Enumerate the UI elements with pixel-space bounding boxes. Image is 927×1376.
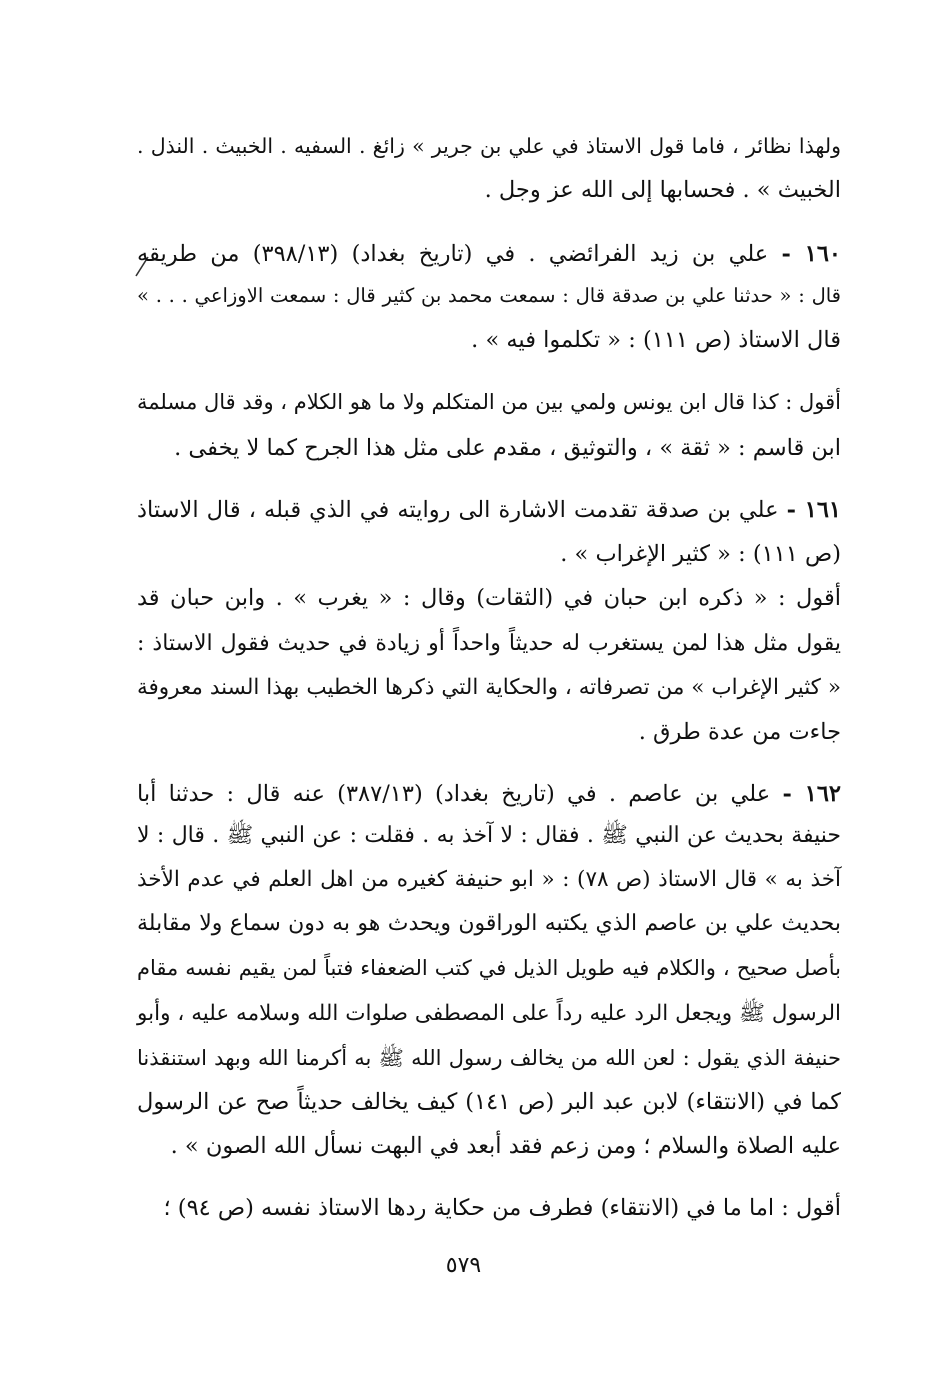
- text-line: الخبيث » . فحسابها إلى الله عز وجل .: [484, 177, 841, 203]
- entry-heading-text: علي بن صدقة تقدمت الاشارة الى روايته في الذي قبله ، قال الاستاذ: [137, 497, 779, 523]
- text-line: حنيفة بحديث عن النبي ﷺ . فقال : لا آخذ به . فقلت : عن النبي ﷺ . قال : لا: [137, 823, 841, 848]
- entry-heading-line: [137, 234, 841, 274]
- text-line: أقول : كذا قال ابن يونس ولمي بين من المتكلم ولا ما هو الكلام ، وقد قال مسلمة: [137, 390, 841, 414]
- entry-number: ١٦٠ -: [781, 241, 842, 267]
- text-line: أقول : اما ما في (الانتقاء) فطرف من حكاية ردها الاستاذ نفسه (ص ٩٤) ؛: [163, 1195, 841, 1221]
- entry-number: ١٦٢ -: [782, 781, 842, 807]
- text-line: ابن قاسم : « ثقة » ، والتوثيق ، مقدم على مثل هذا الجرح كما لا يخفى .: [174, 435, 841, 461]
- text-line: قال الاستاذ (ص ١١١) : « تكلموا فيه » .: [471, 327, 841, 353]
- entry-heading-line: [137, 774, 841, 814]
- text-line: الرسول ﷺ ويجعل الرد عليه رداً على المصطفى صلوات الله وسلامه عليه ، وأبو: [137, 1001, 841, 1026]
- text-line: حنيفة الذي يقول : لعن الله من يخالف رسول الله ﷺ به أكرمنا الله وبهد استنقذنا: [137, 1046, 841, 1070]
- entry-heading-text: علي بن زيد الفرائضي . في (تاريخ بغداد) (٣٩٨/١٣) من طريقه: [137, 241, 769, 267]
- text-line: جاءت من عدة طرق .: [638, 719, 841, 745]
- text-line: بأصل صحيح ، والكلام فيه طويل الذيل في كتب الضعفاء فتباً لمن يقيم نفسه مقام: [137, 956, 841, 980]
- text-line: كما في (الانتقاء) لابن عبد البر (ص ١٤١) كيف يخالف حديثاً صح عن الرسول: [137, 1089, 841, 1115]
- entry-heading-line: [137, 490, 841, 530]
- text-line: ولهذا نظائر ، فاما قول الاستاذ في علي بن جرير » زائغ . السفيه . الخبيث . النذل .: [137, 134, 841, 158]
- text-line: « كثير الإغراب » من تصرفاته ، والحكاية التي ذكرها الخطيب بهذا السند معروفة: [137, 675, 841, 700]
- text-line: آخذ به » قال الاستاذ (ص ٧٨) : « ابو حنيفة كغيره من اهل العلم في عدم الأخذ: [137, 867, 841, 892]
- text-line: يقول مثل هذا لمن يستغرب له حديثاً واحداً أو زيادة في حديث فقول الاستاذ :: [137, 631, 841, 656]
- entry-number: ١٦١ -: [786, 497, 841, 523]
- text-line: أقول : « ذكره ابن حبان في (الثقات) وقال : « يغرب » . وابن حبان قد: [137, 585, 841, 611]
- text-line: (ص ١١١) : « كثير الإغراب » .: [560, 541, 841, 567]
- page-number: ٥٧٩: [445, 1253, 482, 1278]
- entry-heading-text: علي بن عاصم . في (تاريخ بغداد) (٣٨٧/١٣) عنه قال : حدثنا أبا: [137, 781, 771, 807]
- text-line: عليه الصلاة والسلام ؛ ومن زعم فقد أبعد في البهت نسأل الله الصون » .: [170, 1133, 841, 1159]
- text-line: قال : « حدثنا علي بن صدقة قال : سمعت محمد بن كثير قال : سمعت الاوزاعي . . . »: [137, 284, 841, 307]
- text-line: بحديث علي بن عاصم الذي يكتبه الوراقون ويحدث هو به دون سماع ولا مقابلة: [137, 911, 841, 936]
